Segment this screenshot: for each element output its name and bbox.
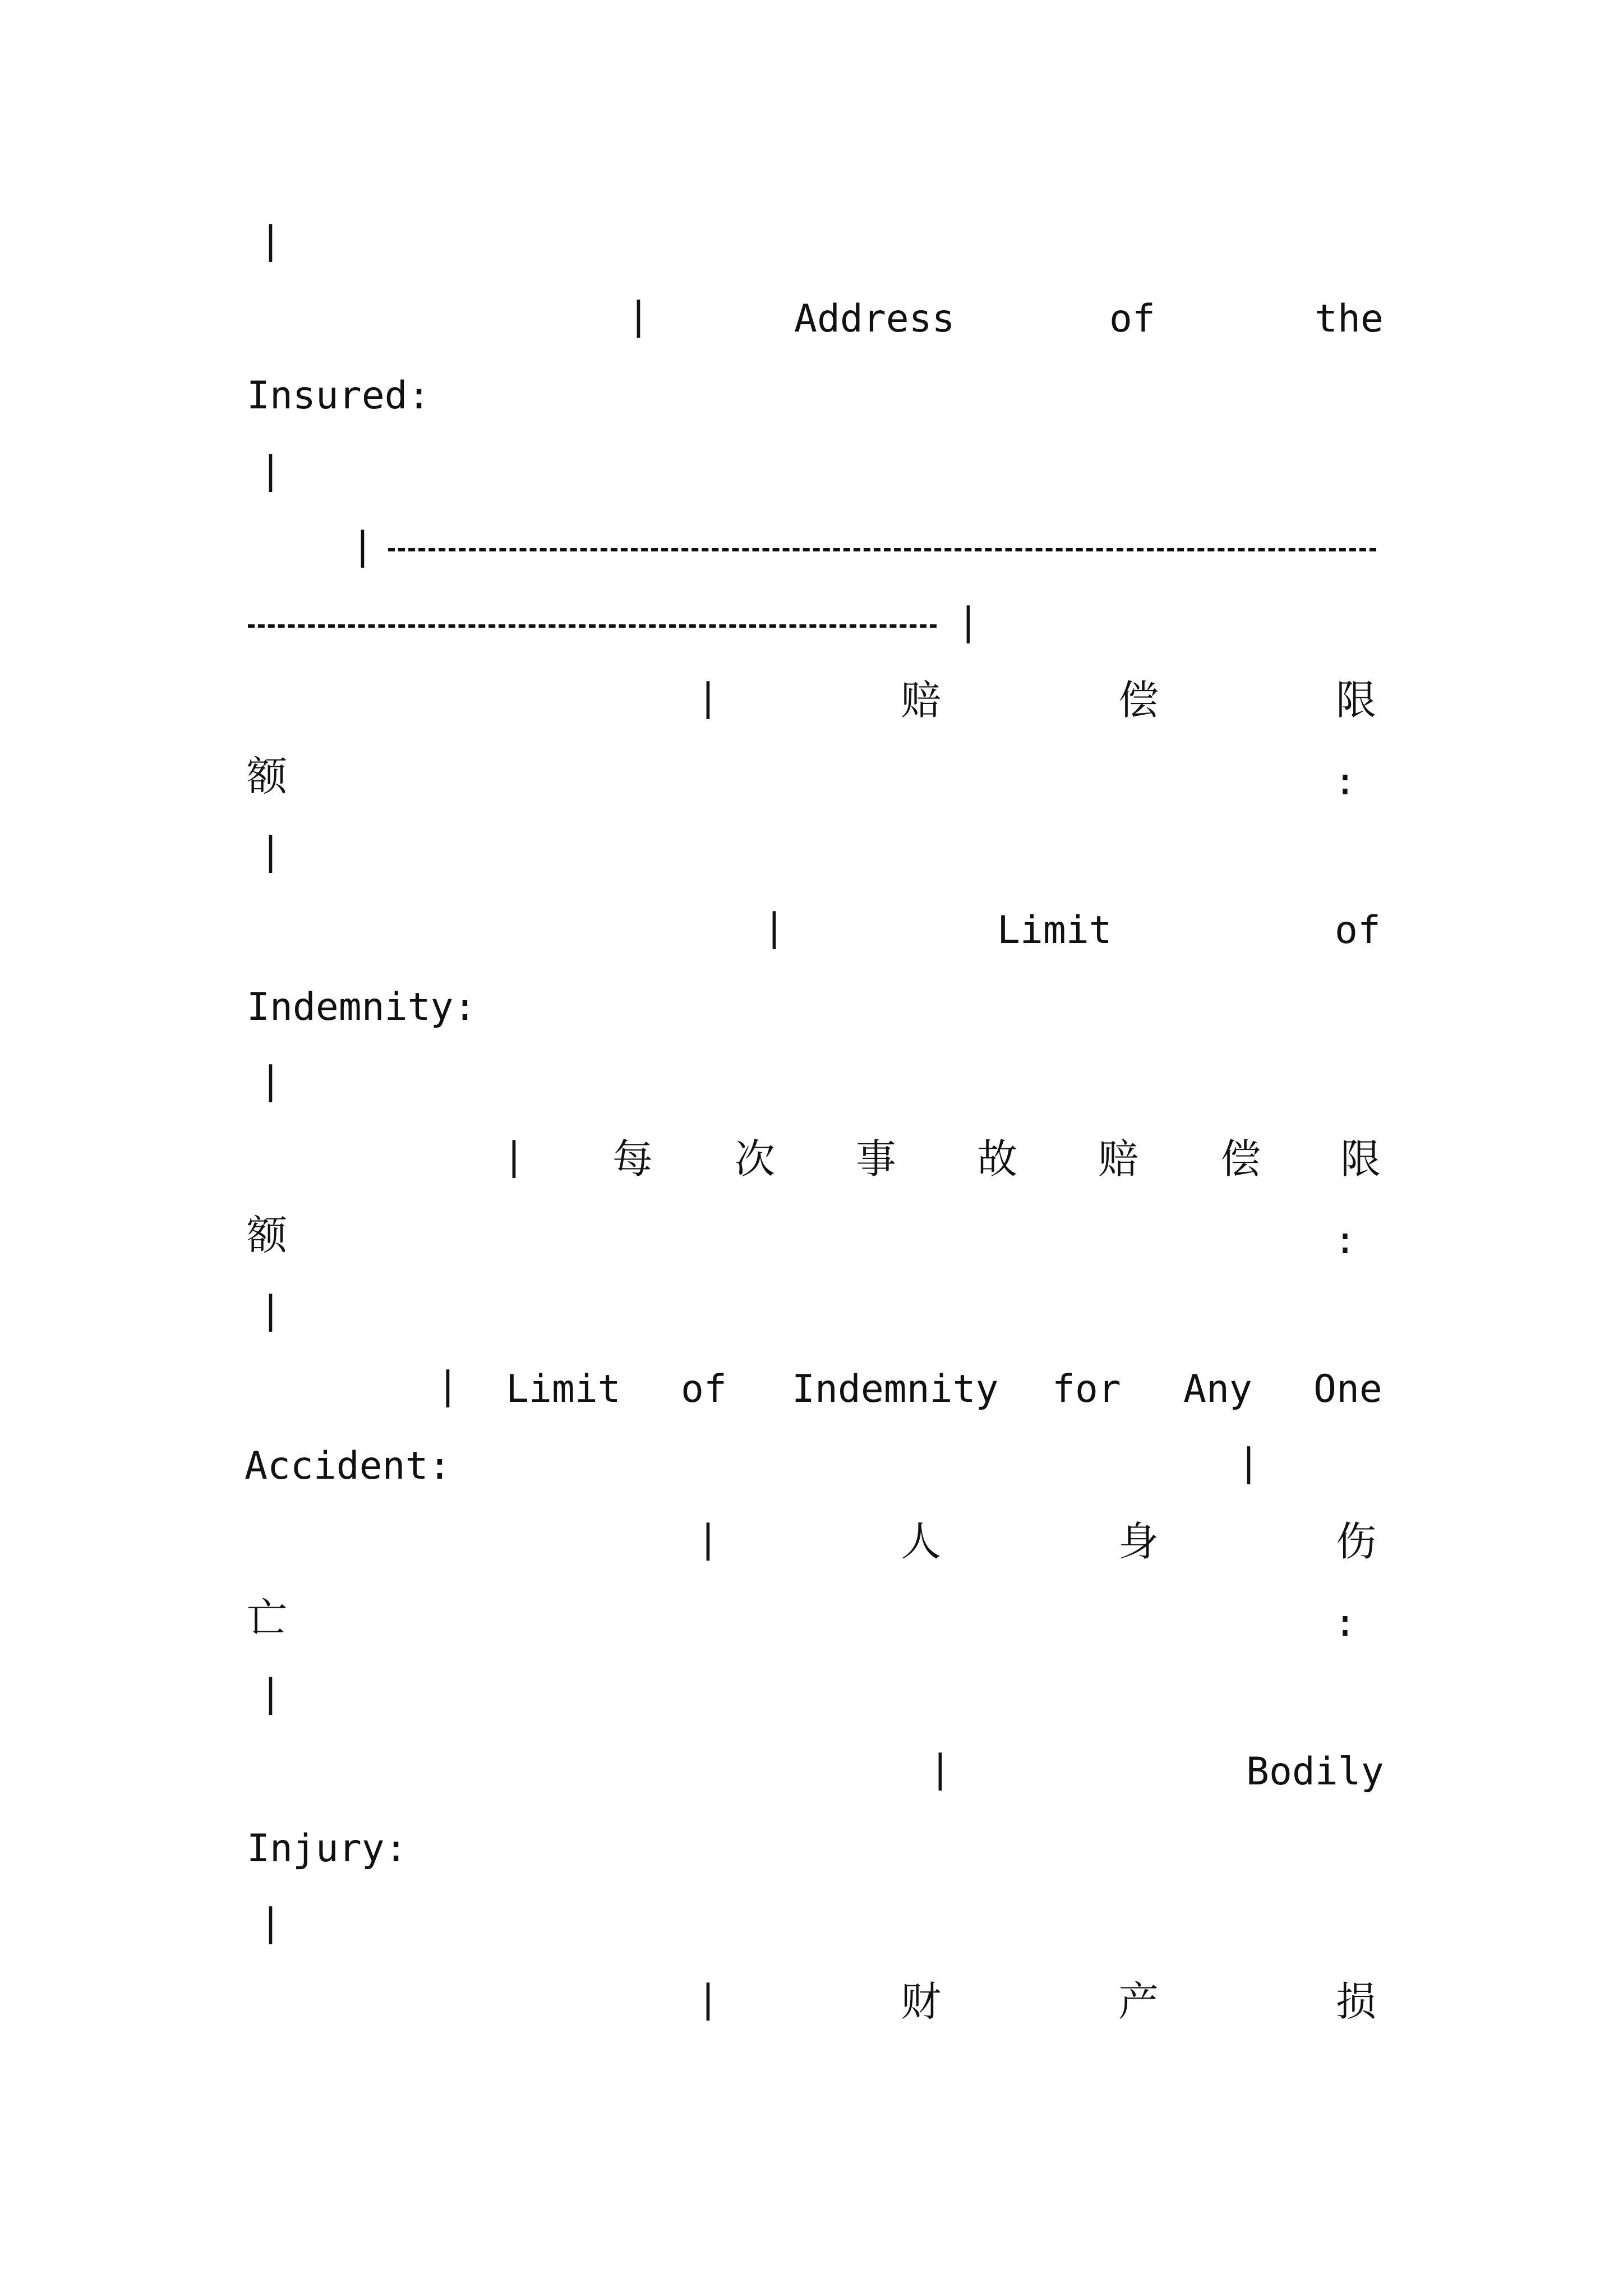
accident-en-word: Any [1183,1367,1252,1411]
accident-en-word: of [681,1367,727,1411]
table-border-bar: | [697,1977,720,2021]
table-border-bar: | [351,524,374,568]
accident-en-word: Limit [506,1367,621,1411]
property-cn-char: 产 [1118,1978,1159,2025]
limit-en-word: Indemnity: [247,985,477,1029]
limit-en-word: Limit [997,908,1112,953]
accident-en-word: Accident: [245,1444,451,1488]
property-cn-char: 损 [1336,1978,1377,2025]
table-border-bar: | [259,1671,282,1715]
colon: : [1334,1218,1357,1263]
limit-cn-char: 限 [1336,677,1377,724]
table-border-bar: | [627,294,650,338]
limit-en-word: of [1335,908,1381,953]
table-border-bar: | [259,1288,282,1332]
accident-en-word: One [1313,1367,1382,1411]
table-border-bar: | [1237,1441,1260,1485]
table-border-bar: | [259,829,282,873]
address-label-word: the [1315,297,1384,341]
limit-cn-char: 偿 [1118,677,1159,724]
bodily-cn-char: 亡 [247,1594,288,1641]
address-label-word: of [1109,297,1155,341]
table-border-bar: | [259,1059,282,1103]
table-border-bar: | [436,1364,459,1408]
table-border-bar: | [259,1901,282,1945]
property-cn-char: 财 [901,1978,942,2025]
accident-cn-char: 故 [977,1135,1018,1182]
table-border-bar: | [957,600,980,644]
table-border-bar: | [697,675,720,720]
bodily-cn-char: 伤 [1336,1518,1377,1565]
accident-cn-char: 次 [735,1135,776,1182]
accident-en-word: Indemnity [792,1367,999,1411]
bodily-cn-char: 人 [901,1518,942,1565]
accident-cn-char: 限 [1340,1135,1381,1182]
accident-cn-char: 赔 [1098,1135,1139,1182]
table-separator-line [388,548,1376,551]
accident-cn-char: 每 [612,1135,653,1182]
table-border-bar: | [259,448,282,493]
table-border-bar: | [929,1747,952,1791]
table-border-bar: | [502,1134,525,1179]
bodily-en-word: Bodily [1246,1750,1384,1794]
colon: : [1334,760,1357,804]
colon: : [1334,1601,1357,1645]
accident-en-word: for [1052,1367,1121,1411]
accident-cn-char: 事 [856,1135,897,1182]
limit-cn-char: 额 [247,753,288,800]
table-separator-line [248,624,937,628]
table-border-bar: | [259,218,282,263]
accident-cn-char: 额 [247,1212,288,1259]
address-label-word: Address [794,297,955,341]
table-border-bar: | [763,905,786,950]
bodily-cn-char: 身 [1118,1518,1159,1565]
address-label-word: Insured: [247,374,431,418]
accident-cn-char: 偿 [1220,1135,1261,1182]
bodily-en-word: Injury: [247,1826,408,1871]
table-border-bar: | [697,1517,720,1561]
limit-cn-char: 赔 [901,677,942,724]
